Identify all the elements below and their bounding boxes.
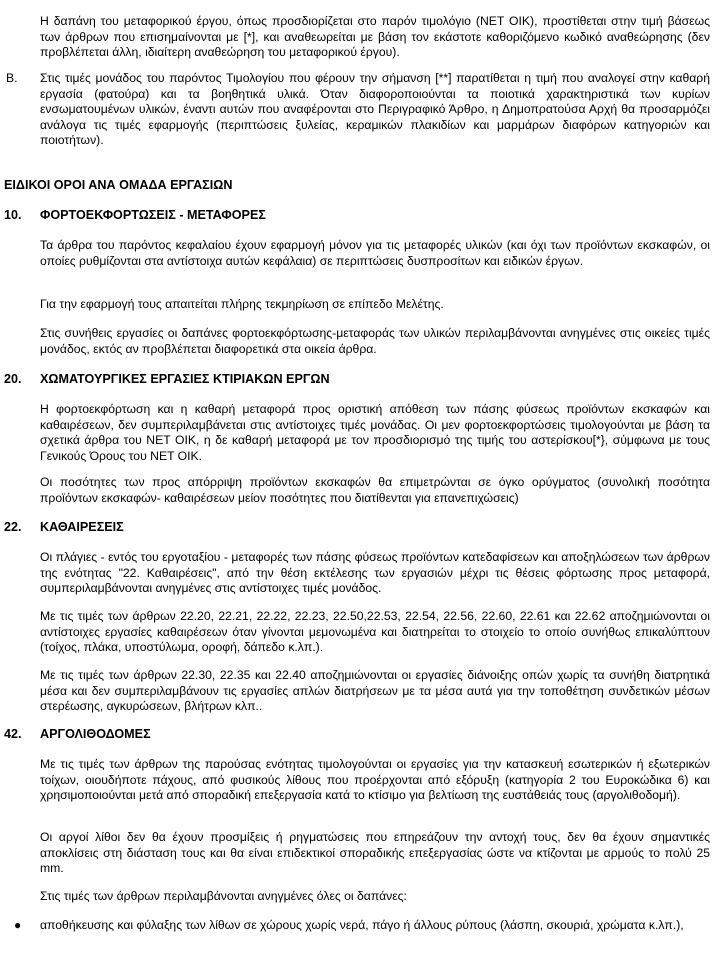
section-22-title: ΚΑΘΑΙΡΕΣΕΙΣ xyxy=(40,520,124,534)
section-20-number: 20. xyxy=(4,372,22,386)
special-terms-heading: ΕΙΔΙΚΟΙ ΟΡΟΙ ΑΝΑ ΟΜΑΔΑ ΕΡΓΑΣΙΩΝ xyxy=(4,178,233,192)
section-22-paragraph-1: Οι πλάγιες - εντός του εργοταξίου - μεταφορές των πάσης φύσεως προϊόντων κατεδαφίσεων και αποξηλώσεων των άρθρων της ενότητας "22. Καθαιρέσεις", από την θέση εκτέλεσης των εργασιών μέχρι τις θέσεις φόρτωσης προς μεταφορά, συμπεριλαμβάνονται ανηγμένες στις αντίστοιχες τιμές μονάδος. xyxy=(40,550,710,595)
section-42-title: ΑΡΓΟΛΙΘΟΔΟΜΕΣ xyxy=(40,727,151,741)
section-20-paragraph-2: Οι ποσότητες των προς απόρριψη προϊόντων εκσκαφών θα επιμετρώνται σε όγκο ορύγματος (συνολική ποσότητα προϊόντων εκσκαφών- καθαιρέσεων μείον ποσότητες που διατίθενται για επανεπιχώσεις) xyxy=(40,475,710,505)
intro-paragraph: Η δαπάνη του μεταφορικού έργου, όπως προσδιορίζεται στο παρόν τιμολόγιο (ΝΕΤ ΟΙΚ), προστίθεται στην τιμή βάσεως των άρθρων που επισημαίνονται με [*], και αναθεωρείται με βάση τον εκάστοτε καθοριζόμενο κωδικό αναθεώρησης (δεν προβλέπεται άλλη, ιδιαίτερη αναθεώρηση του μεταφορικού έργου). xyxy=(40,14,710,59)
section-42-paragraph-3: Στις τιμές των άρθρων περιλαμβάνονται ανηγμένες όλες οι δαπάνες: xyxy=(40,889,407,903)
intro-paragraph-b: Στις τιμές μονάδος του παρόντος Τιμολογίου που φέρουν την σήμανση [**] παρατίθεται η τιμή που αναλογεί στην καθαρή εργασία (φατούρα) και τα βοηθητικά υλικά. Όταν διαφοροποιούνται τα ποιοτικά χαρακτηριστικά των κυρίων ενσωματουμένων υλικών, έναντι αυτών που αναφέρονται στο Περιγραφικό Άρθρο, η Δημοπρατούσα Αρχή θα προσαρμόζει ανάλογα τις τιμές εφαρμογής (περιπτώσεις ξυλείας, κεραμικών πλακιδίων και μαρμάρων διαφόρων κατηγοριών και ποιοτήτων). xyxy=(40,71,710,147)
section-22-paragraph-2: Με τις τιμές των άρθρων 22.20, 22.21, 22.22, 22.23, 22.50,22.53, 22.54, 22.56, 22.60, 22.61 και 22.62 αποζημιώνονται οι αντίστοιχες εργασίες καθαιρέσεων όταν γίνονται μεμονωμένα και διατηρείται το στοιχείο το οποίο συνήθως επικαλύπτουν (τοίχος, πλάκα, υποστύλωμα, οροφή, δάπεδο κ.λπ.). xyxy=(40,609,710,654)
section-22-number: 22. xyxy=(4,520,22,534)
section-20-paragraph-1: Η φορτοεκφόρτωση και η καθαρή μεταφορά προς οριστική απόθεση των πάσης φύσεως προϊόντων εκσκαφών και καθαιρέσεων, δεν συμπεριλαμβάνεται στις αντίστοιχες τιμές μονάδας. Οι μεν φορτοεκφορτώσεις τιμολογούνται με βάση τα σχετικά άρθρα του ΝΕΤ ΟΙΚ, η δε καθαρή μεταφορά με τον προσδιορισμό της τιμής του αστερίσκου[*}, σύμφωνα με τους Γενικούς Όρους του ΝΕΤ ΟΙΚ. xyxy=(40,402,710,463)
bullet-icon: ● xyxy=(14,918,22,932)
section-10-paragraph-2: Για την εφαρμογή τους απαιτείται πλήρης τεκμηρίωση σε επίπεδο Μελέτης. xyxy=(40,297,444,311)
section-10-number: 10. xyxy=(4,208,22,222)
section-22-paragraph-3: Με τις τιμές των άρθρων 22.30, 22.35 και 22.40 αποζημιώνονται οι εργασίες διάνοιξης οπών χωρίς τα συνήθη διατρητικά μέσα και δεν συμπεριλαμβάνουν τις εργασίες απλών διατρήσεων με τα μέσα αυτά για την τοποθέτηση συνδετικών μέσων στερέωσης, αγκυρώσεων, βλήτρων κλπ.. xyxy=(40,668,710,713)
list-item: αποθήκευσης και φύλαξης των λίθων σε χώρους χωρίς νερά, πάγο ή άλλους ρύπους (λάσπη, σκουριά, χρώματα κ.λπ.), xyxy=(40,918,684,932)
section-10-paragraph-3: Στις συνήθεις εργασίες οι δαπάνες φορτοεκφόρτωσης-μεταφοράς των υλικών περιλαμβάνονται ανηγμένες στις οικείες τιμές μονάδος, εκτός αν προβλέπεται διαφορετικά στα οικεία άρθρα. xyxy=(40,326,710,356)
section-20-title: ΧΩΜΑΤΟΥΡΓΙΚΕΣ ΕΡΓΑΣΙΕΣ ΚΤΙΡΙΑΚΩΝ ΕΡΓΩΝ xyxy=(40,372,330,386)
item-marker-b: Β. xyxy=(6,71,18,85)
section-42-number: 42. xyxy=(4,727,22,741)
section-42-paragraph-2: Οι αργοί λίθοι δεν θα έχουν προσμίξεις ή ρηγματώσεις που επηρεάζουν την αντοχή τους, δεν θα έχουν σημαντικές αποκλίσεις στη διάσταση τους και θα είναι επιδεκτικοί σποραδικής επεξεργασίας ώστε να κτίζονται με αρμούς το πολύ 25 mm. xyxy=(40,830,710,875)
section-42-paragraph-1: Με τις τιμές των άρθρων της παρούσας ενότητας τιμολογούνται οι εργασίες για την κατασκευή εσωτερικών ή εξωτερικών τοίχων, οιουδήποτε πάχους, από φυσικούς λίθους που προέρχονται από εξόρυξη (κατηγορία 2 του Ευροκώδικα 6) και χρησιμοποιούνται μετά από σποραδική επεξεργασία κατά το κτίσιμο για βελτίωση της ευστάθειάς τους (αργολιθοδομή). xyxy=(40,757,710,802)
section-10-paragraph-1: Τα άρθρα του παρόντος κεφαλαίου έχουν εφαρμογή μόνον για τις μεταφορές υλικών (και όχι των προϊόντων εκσκαφών, οι οποίες ρυθμίζονται στα αντίστοιχα αυτών κεφάλαια) σε περιπτώσεις δυσπροσίτων και ειδικών έργων. xyxy=(40,238,710,268)
section-10-title: ΦΟΡΤΟΕΚΦΟΡΤΩΣΕΙΣ - ΜΕΤΑΦΟΡΕΣ xyxy=(40,208,266,222)
